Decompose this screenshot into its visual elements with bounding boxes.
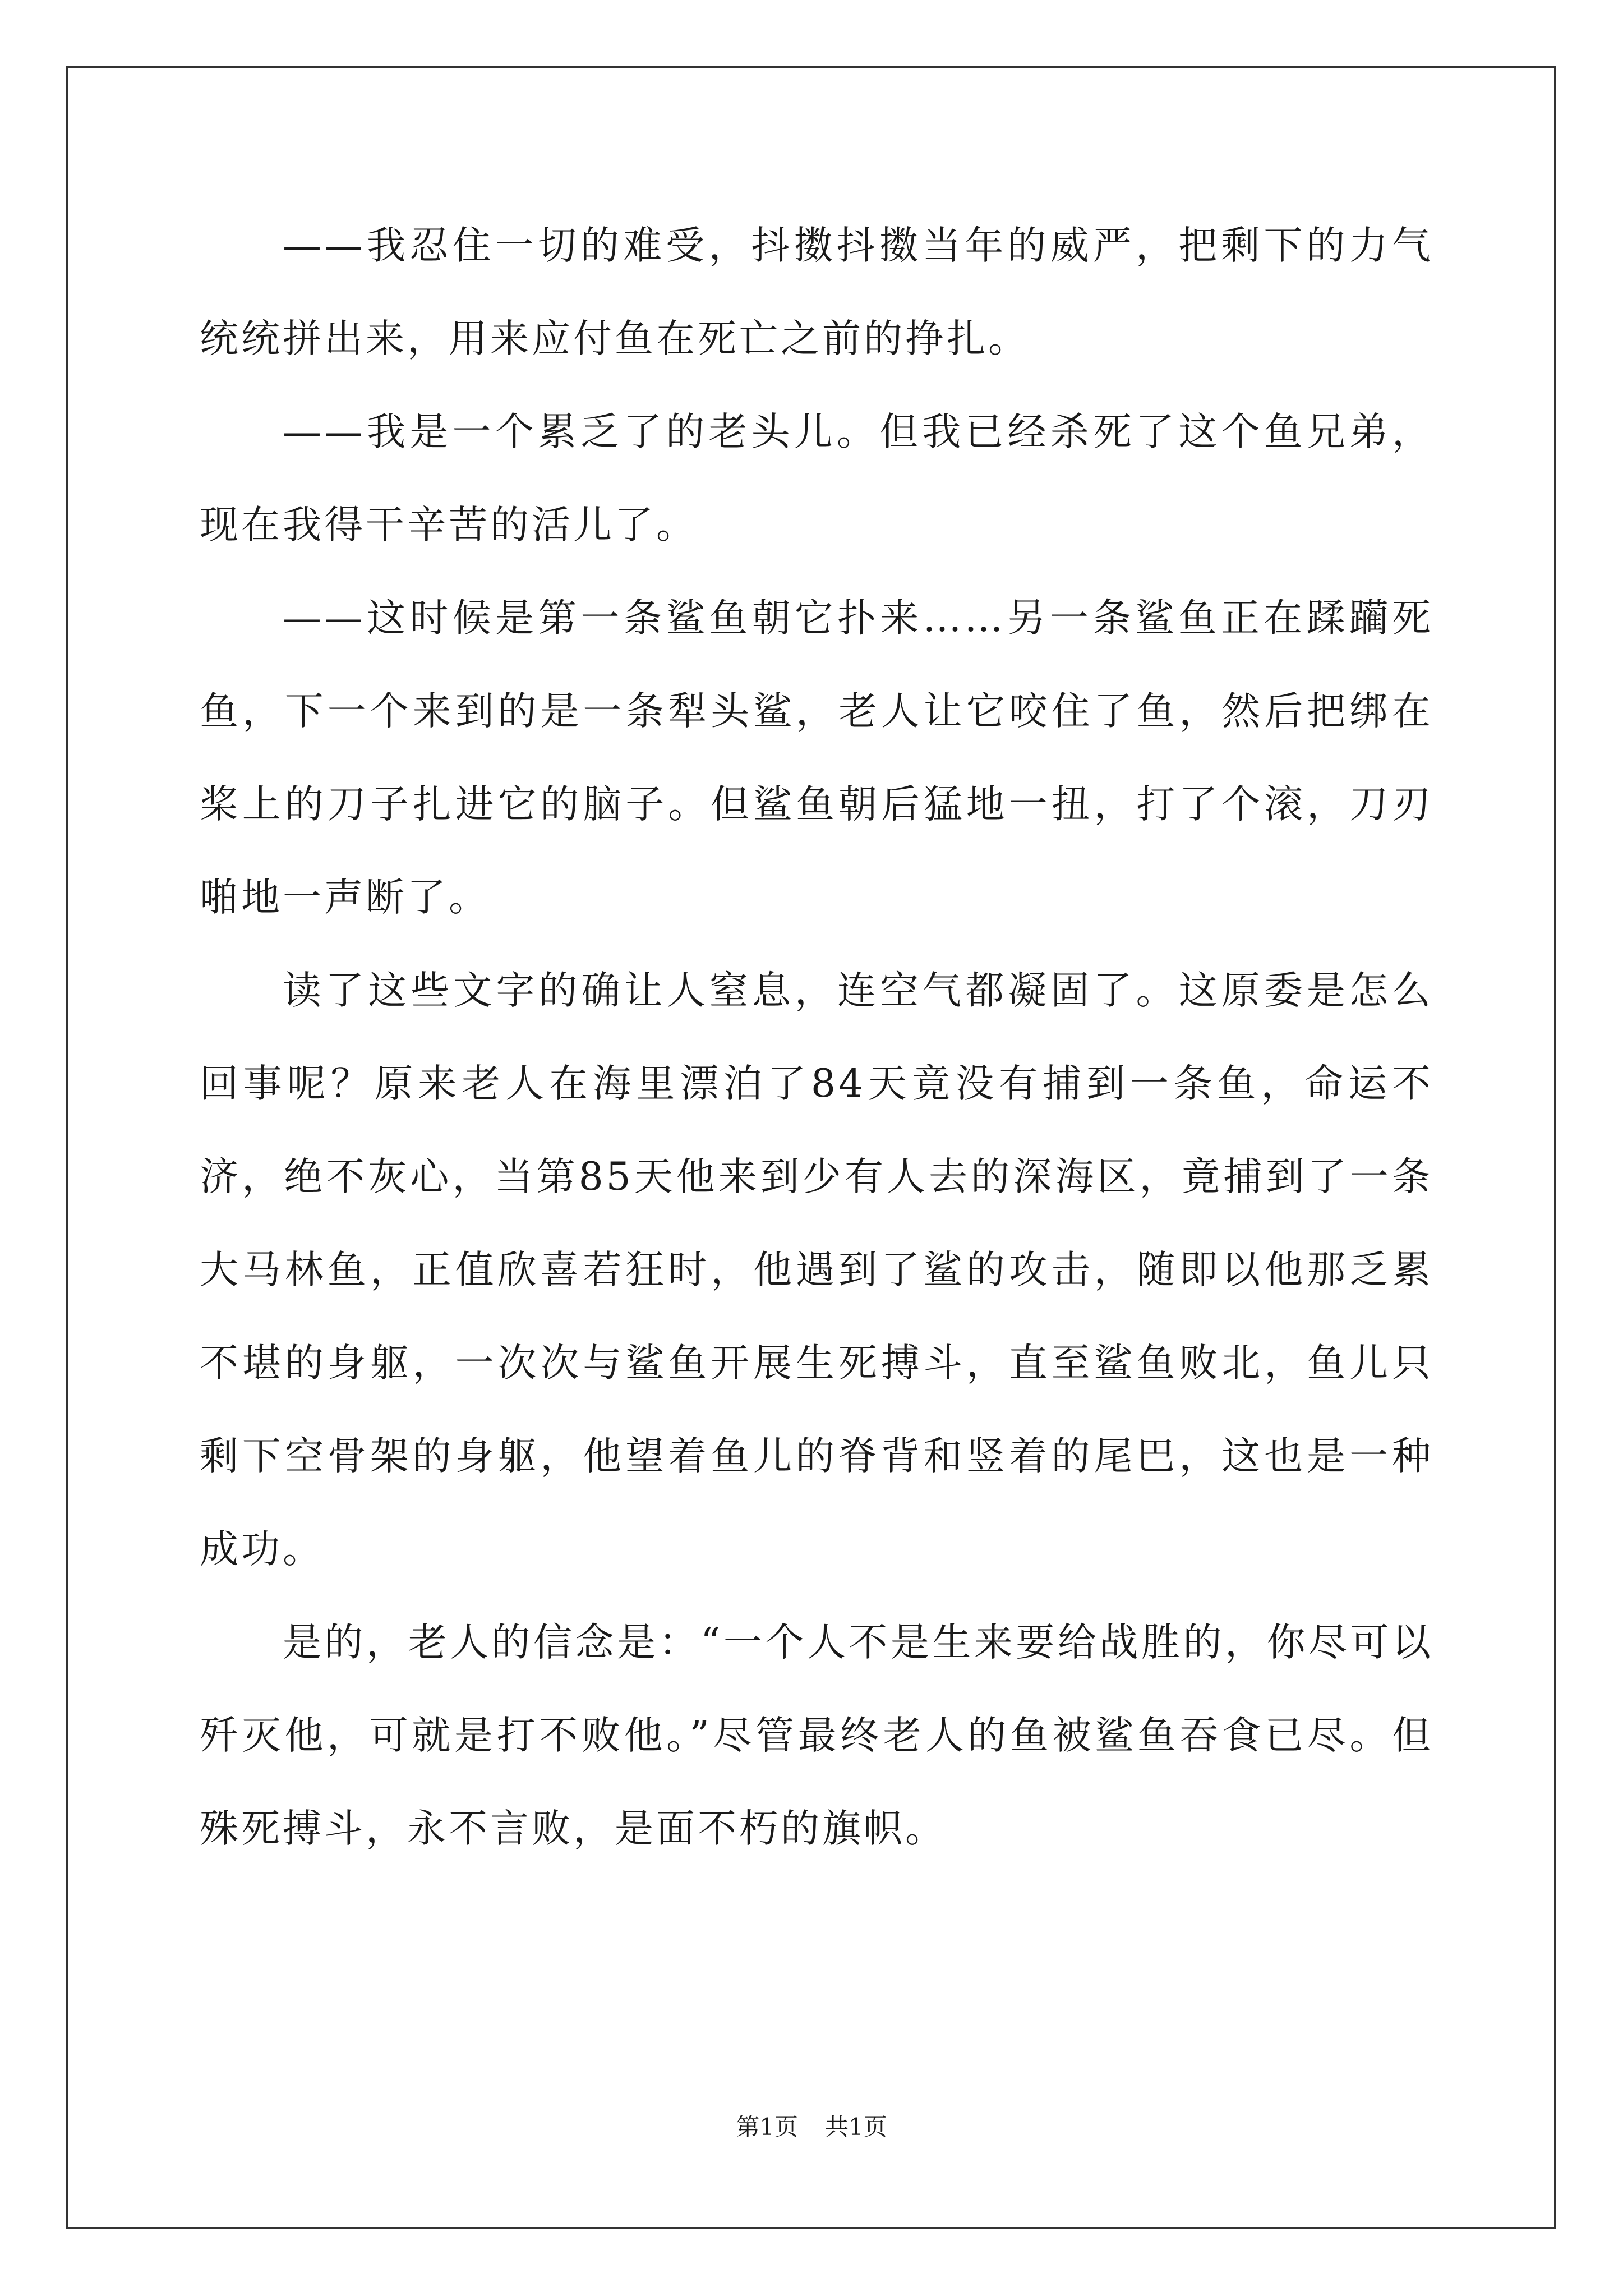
document-body [200, 199, 1433, 1875]
page-number-current: 第1页 [736, 2113, 798, 2141]
paragraph-3: ——这时候是第一条鲨鱼朝它扑来……另一条鲨鱼正在蹂躏死鱼，下一个来到的是一条犁头鲨，老人让它咬住了鱼，然后把绑在桨上的刀子扎进它的脑子。但鲨鱼朝后猛地一扭，打了个滚，刀刃啪地一声断了。 [200, 596, 1433, 920]
paragraph-2: ——我是一个累乏了的老头儿。但我已经杀死了这个鱼兄弟，现在我得干辛苦的活儿了。 [200, 409, 1433, 547]
paragraph-1: ——我忍住一切的难受，抖擞抖擞当年的威严，把剩下的力气统统拼出来，用来应付鱼在死亡之前的挣扎。 [200, 223, 1433, 361]
page-footer [0, 2110, 1623, 2144]
paragraph-4: 读了这些文字的确让人窒息，连空气都凝固了。这原委是怎么回事呢？原来老人在海里漂泊了84天竟没有捕到一条鱼，命运不济，绝不灰心，当第85天他来到少有人去的深海区，竟捕到了一条大马林鱼，正值欣喜若狂时，他遇到了鲨的攻击，随即以他那乏累不堪的身躯，一次次与鲨鱼开展生死搏斗，直至鲨鱼败北，鱼儿只剩下空骨架的身躯，他望着鱼儿的脊背和竖着的尾巴，这也是一种成功。 [200, 968, 1433, 1572]
paragraph-5: 是的，老人的信念是：“一个人不是生来要给战胜的，你尽可以歼灭他，可就是打不败他。”尽管最终老人的鱼被鲨鱼吞食已尽。但殊死搏斗，永不言败，是面不朽的旗帜。 [200, 1620, 1433, 1851]
page-number-total: 共1页 [825, 2113, 887, 2141]
